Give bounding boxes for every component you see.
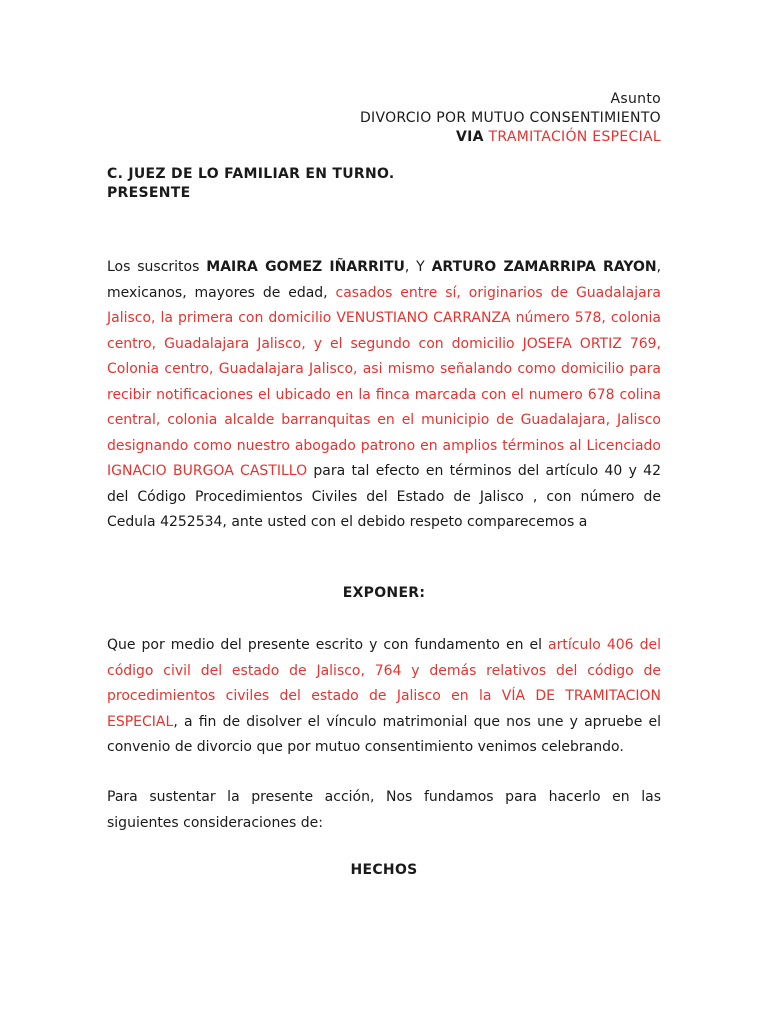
- heading-exponer: EXPONER:: [342, 585, 426, 601]
- via-label: VIA: [456, 129, 484, 145]
- subject-via: [360, 128, 661, 147]
- paragraph-intro: [107, 255, 661, 536]
- party-name-1: MAIRA GOMEZ IÑARRITU: [206, 259, 405, 275]
- party-name-2: ARTURO ZAMARRIPA RAYON: [431, 259, 657, 275]
- exposition-text-1: Que por medio del presente escrito y con fundamento en el: [107, 637, 542, 653]
- heading-hechos: HECHOS: [350, 862, 418, 878]
- exposition-text-2: , a fin de disolver el vínculo matrimonial que nos une y apruebe el convenio de divorcio que por mutuo consentimiento venimos celebrando.: [107, 713, 661, 755]
- document-header: [360, 90, 661, 147]
- paragraph-basis: Para sustentar la presente acción, Nos fundamos para hacerlo en las siguientes consideraciones de:: [107, 789, 661, 831]
- intro-text-1: Los suscritos: [107, 259, 200, 275]
- exposition-text-red: artículo 406 del código civil del estado de Jalisco, 764 y demás relativos del código de procedimientos civiles del estado de Jalisco en la VÍA DE TRAMITACION ESPECIAL: [107, 637, 661, 730]
- asunto-label: Asunto: [610, 91, 661, 107]
- via-value: TRAMITACIÓN ESPECIAL: [488, 129, 661, 145]
- addressee-block: [107, 165, 395, 203]
- intro-text-2: , Y: [404, 259, 425, 275]
- subject-title: DIVORCIO POR MUTUO CONSENTIMIENTO: [359, 110, 661, 126]
- paragraph-exposition: [107, 633, 661, 761]
- intro-text-red: casados entre sí, originarios de Guadalajara Jalisco, la primera con domicilio VENUSTIANO CARRANZA número 578, colonia centro, Guadalajara Jalisco, y el segundo con domicilio JOSEFA ORTIZ 769, Colonia centro, Guadalajara Jalisco, asi mismo señalando como domicilio para recibir notificaciones el ubicado en la finca marcada con el numero 678 colina central, colonia alcalde barranquitas en el municipio de Guadalajara, Jalisco designando como nuestro abogado patrono en amplios términos al Licenciado IGNACIO BURGOA CASTILLO: [107, 284, 662, 479]
- addressee-presente: PRESENTE: [107, 185, 191, 201]
- addressee-judge: C. JUEZ DE LO FAMILIAR EN TURNO.: [107, 166, 395, 182]
- intro-text-4: para tal efecto en términos del artículo 40 y 42 del Código Procedimientos Civiles del Estado de Jalisco , con número de Cedula 4252534, ante usted con el debido respeto comparecemos a: [107, 463, 661, 530]
- intro-text-3: , mexicanos, mayores de edad,: [107, 259, 662, 301]
